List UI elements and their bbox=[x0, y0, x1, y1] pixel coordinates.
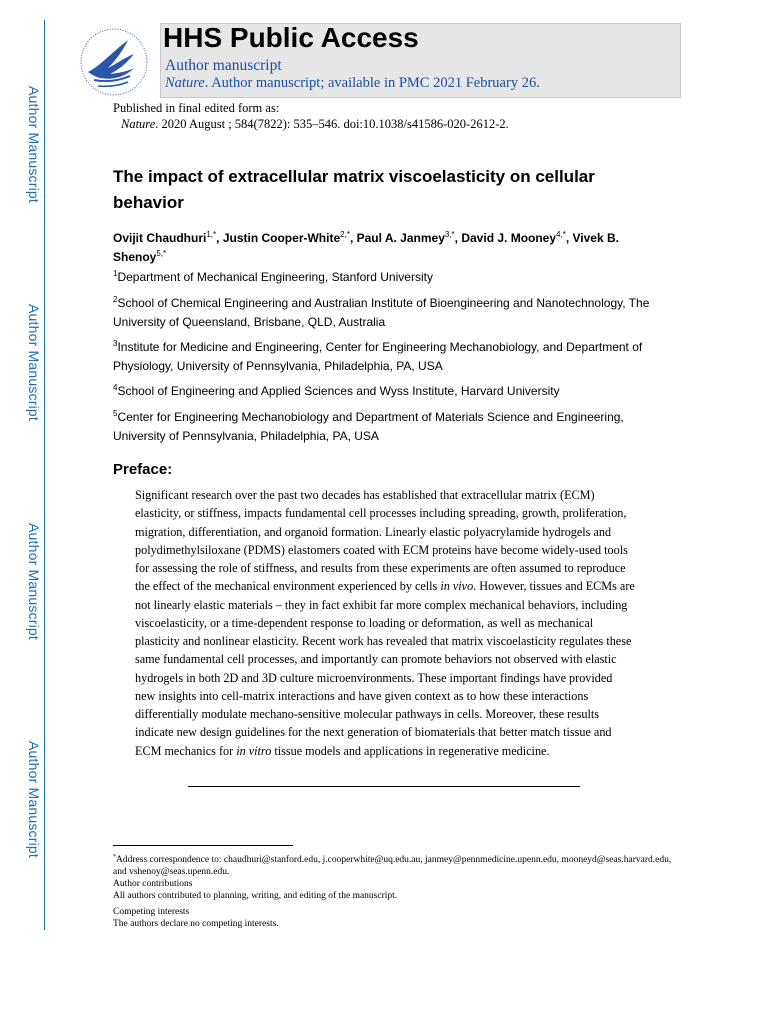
author-separator: , bbox=[216, 231, 223, 245]
author-affiliation-mark: 5,* bbox=[156, 249, 167, 258]
author-affiliation-mark: 1,* bbox=[206, 230, 217, 239]
correspondence-note bbox=[113, 854, 673, 878]
author-affiliation-mark: 3,* bbox=[444, 230, 455, 239]
title-line: behavior bbox=[113, 193, 184, 212]
affiliation-text: Institute for Medicine and Engineering, Center for Engineering Mechanobiology, and Department of Physiology, University of Pennsylvania, Philadelphia, PA, USA bbox=[113, 340, 643, 373]
affiliation bbox=[113, 294, 673, 332]
author-name: Vivek B. Shenoy bbox=[113, 231, 619, 264]
competing-interests-heading: Competing interests bbox=[113, 907, 190, 917]
affiliation-number: 5 bbox=[113, 409, 118, 418]
preface-heading: Preface: bbox=[113, 461, 173, 478]
margin-rule bbox=[44, 20, 45, 930]
competing-interests-text: The authors declare no competing interests. bbox=[113, 919, 279, 929]
abstract-text: . However, tissues and ECMs are not linearly elastic materials – they in fact exhibit far more complex mechanical behaviors, including viscoelasticity, or a time-dependent response to loading or deformation, as well as mechanical plasticity and nonlinear elasticity. Recent work has revealed that matrix viscoelasticity regulates these same fundamental cell processes, and importantly can promote behaviors not observed with elastic hydrogels in both 2D and 3D culture microenvironments. These important findings have provided new insights into cell-matrix interactions and have given context as to how these interactions differentially modulate mechano-sensitive molecular pathways in cells. Moreover, these results indicate new design guidelines for the next generation of biomaterials that better match tissue and ECM mechanics for bbox=[135, 579, 635, 758]
abstract-italic: in vivo bbox=[440, 579, 474, 594]
side-label-author-manuscript: Author Manuscript bbox=[26, 86, 42, 204]
author-separator: , bbox=[349, 231, 357, 245]
side-label-author-manuscript: Author Manuscript bbox=[26, 523, 42, 641]
header-subtitle: Author manuscript bbox=[165, 57, 282, 74]
citation-text: . 2020 August ; 584(7822): 535–546. doi:10.1038/s41586-020-2612-2. bbox=[155, 117, 509, 131]
citation-journal: Nature bbox=[121, 117, 156, 131]
author-name: Justin Cooper-White bbox=[222, 231, 341, 245]
title-line: The impact of extracellular matrix viscoelasticity on cellular bbox=[113, 167, 595, 186]
abstract-divider bbox=[188, 786, 580, 787]
author-list bbox=[113, 229, 673, 267]
footnote-divider bbox=[113, 845, 293, 846]
preface-abstract bbox=[135, 486, 635, 760]
article-title bbox=[113, 164, 673, 216]
affiliation bbox=[113, 382, 673, 401]
footnotes bbox=[113, 854, 673, 930]
affiliation-text: School of Engineering and Applied Sciences and Wyss Institute, Harvard University bbox=[117, 384, 560, 398]
affiliation-text: School of Chemical Engineering and Australian Institute of Bioengineering and Nanotechnology, The University of Queensland, Brisbane, QLD, Australia bbox=[113, 296, 650, 329]
author-name: Paul A. Janmey bbox=[356, 231, 445, 245]
side-label-author-manuscript: Author Manuscript bbox=[26, 304, 42, 422]
affiliation-number: 3 bbox=[113, 339, 118, 348]
affiliation-number: 1 bbox=[113, 269, 118, 278]
contributions-heading: Author contributions bbox=[113, 879, 193, 889]
author-separator: , bbox=[565, 231, 573, 245]
header-availability bbox=[165, 75, 540, 92]
author-affiliation-mark: 4,* bbox=[556, 230, 566, 239]
published-label: Published in final edited form as: bbox=[113, 101, 280, 115]
author-affiliation-mark: 2,* bbox=[340, 230, 350, 239]
affiliation bbox=[113, 268, 673, 287]
hhs-eagle-logo-icon bbox=[72, 26, 156, 98]
affiliation-text: Department of Mechanical Engineering, Stanford University bbox=[117, 270, 433, 284]
abstract-text: tissue models and applications in regenerative medicine. bbox=[271, 743, 550, 758]
author-separator: , bbox=[454, 231, 462, 245]
affiliation bbox=[113, 338, 673, 376]
availability-text: . Author manuscript; available in PMC 2021 February 26. bbox=[204, 75, 540, 91]
header-title: HHS Public Access bbox=[163, 22, 419, 53]
affiliation-number: 2 bbox=[113, 295, 118, 304]
abstract-text: Significant research over the past two decades has established that extracellular matrix (ECM) elasticity, or stiffness, impacts fundamental cell processes including spreading, growth, proliferation, migration, differentiation, and organoid formation. Linearly elastic polyacrylamide hydrogels and polydimethylsiloxane (PDMS) elastomers coated with ECM proteins have become widely-used tools for assessing the role of stiffness, and results from these experiments are often assumed to reproduce the effect of the mechanical environment experienced by cells bbox=[135, 488, 628, 594]
citation bbox=[121, 117, 509, 132]
correspondence-text: Address correspondence to: chaudhuri@stanford.edu, j.cooperwhite@uq.edu.au, janmey@pennmedicine.upenn.edu, mooneyd@seas.harvard.edu, and vshenoy@seas.upenn.edu. bbox=[113, 855, 672, 877]
affiliation-number: 4 bbox=[113, 383, 118, 392]
contributions-text: All authors contributed to planning, writing, and editing of the manuscript. bbox=[113, 891, 398, 901]
side-label-author-manuscript: Author Manuscript bbox=[26, 741, 42, 859]
author-name: David J. Mooney bbox=[461, 231, 557, 245]
affiliation bbox=[113, 408, 673, 446]
correspondence-mark: * bbox=[113, 853, 116, 860]
author-name: Ovijit Chaudhuri bbox=[113, 231, 207, 245]
journal-name: Nature bbox=[165, 75, 205, 91]
abstract-italic: in vitro bbox=[236, 743, 272, 758]
affiliation-text: Center for Engineering Mechanobiology and Department of Materials Science and Engineering, University of Pennsylvania, Philadelphia, PA, USA bbox=[113, 410, 624, 443]
